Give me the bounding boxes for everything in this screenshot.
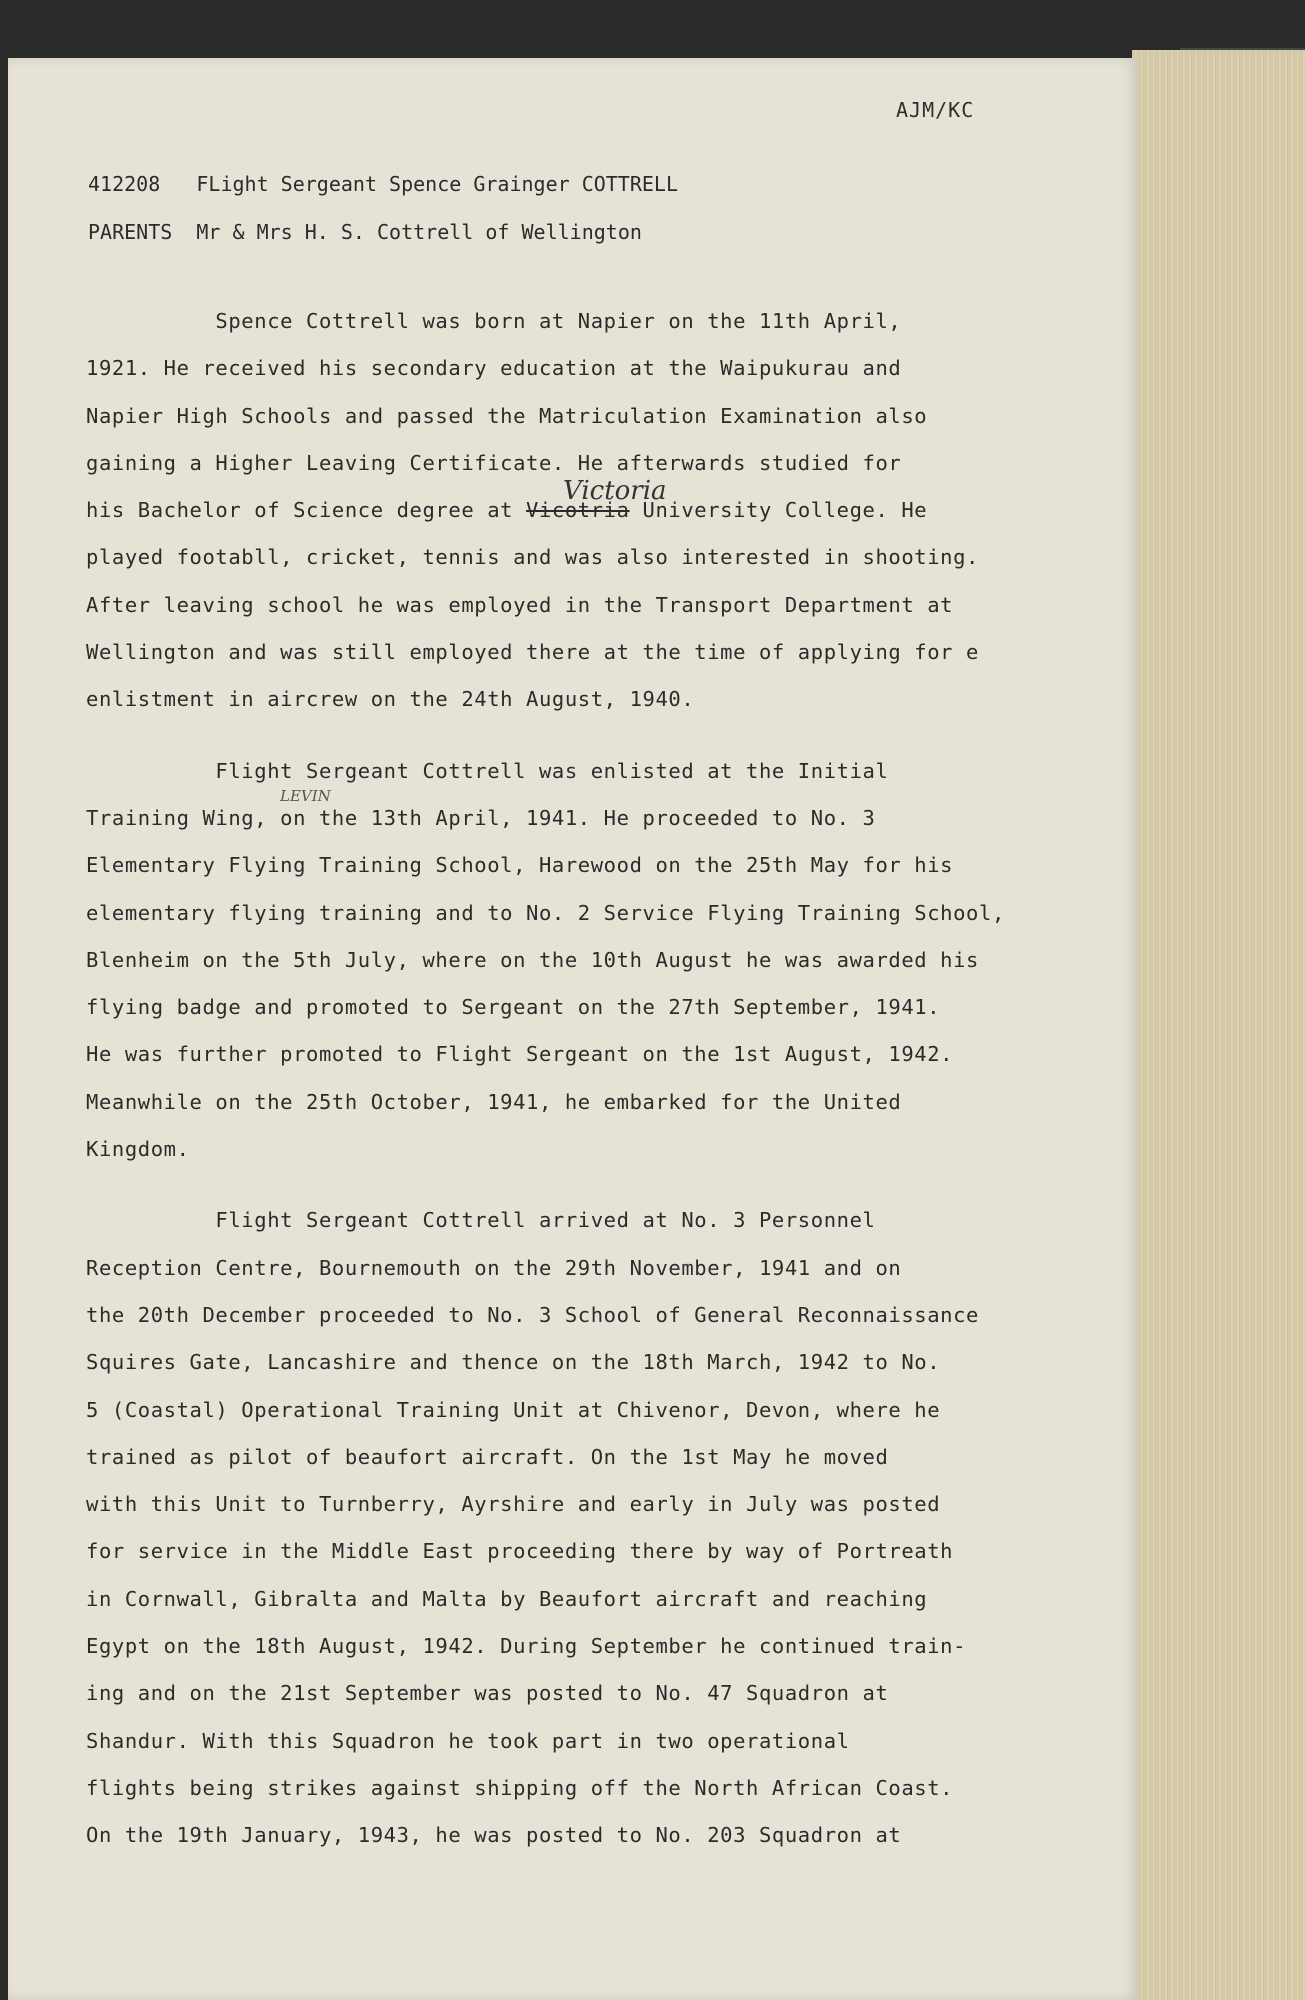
text-segment: University College. He: [629, 498, 928, 523]
text-line: played footabll, cricket, tennis and was also interested in shooting.: [86, 545, 980, 570]
text-line: Elementary Flying Training School, Harewood on the 25th May for his: [86, 853, 954, 878]
parents-label: PARENTS: [88, 220, 173, 244]
text-line: Training Wing, on the 13th April, 1941. He proceeded to No. 3: [86, 805, 876, 830]
text-line: ing and on the 21st September was posted to No. 47 Squadron at: [86, 1681, 889, 1706]
document-body: [86, 298, 1126, 1860]
text-line: Flight Sergeant Cottrell was enlisted at the Initial: [86, 758, 889, 783]
text-line: with this Unit to Turnberry, Ayrshire and early in July was posted: [86, 1492, 941, 1517]
struck-word: Vicotria: [526, 498, 630, 523]
text-line: the 20th December proceeded to No. 3 School of General Reconnaissance: [86, 1302, 980, 1327]
text-line: 1921. He received his secondary education at the Waipukurau and: [86, 356, 902, 381]
text-line: Kingdom.: [86, 1137, 190, 1162]
text-line: Meanwhile on the 25th October, 1941, he embarked for the United: [86, 1089, 902, 1114]
text-line: for service in the Middle East proceeding there by way of Portreath: [86, 1539, 954, 1564]
parents-value: Mr & Mrs H. S. Cottrell of Wellington: [196, 220, 642, 244]
text-line: On the 19th January, 1943, he was posted to No. 203 Squadron at: [86, 1823, 902, 1848]
text-line-with-correction: [86, 487, 1126, 534]
service-number: 412208: [88, 172, 161, 196]
text-line: enlistment in aircrew on the 24th August, 1940.: [86, 687, 695, 712]
paragraph-2: [86, 748, 1126, 1174]
paragraph-3: [86, 1197, 1126, 1859]
text-line: Egypt on the 18th August, 1942. During September he continued train-: [86, 1634, 967, 1659]
text-line: Wellington and was still employed there at the time of applying for e: [86, 640, 980, 665]
text-line: 5 (Coastal) Operational Training Unit at Chivenor, Devon, where he: [86, 1397, 941, 1422]
text-line: Spence Cottrell was born at Napier on the 11th April,: [86, 309, 902, 333]
text-line: Shandur. With this Squadron he took part in two operational: [86, 1728, 850, 1753]
handwritten-annotation-levin: LEVIN: [280, 787, 331, 805]
subject-name: FLight Sergeant Spence Grainger COTTRELL: [196, 172, 679, 196]
text-line: in Cornwall, Gibralta and Malta by Beaufort aircraft and reaching: [86, 1586, 928, 1611]
text-line: Napier High Schools and passed the Matriculation Examination also: [86, 403, 928, 428]
text-line: Flight Sergeant Cottrell arrived at No. 3 Personnel: [86, 1208, 876, 1233]
text-line: flying badge and promoted to Sergeant on the 27th September, 1941.: [86, 995, 941, 1020]
handwritten-correction-victoria: Victoria: [563, 476, 667, 506]
text-line: He was further promoted to Flight Sergeant on the 1st August, 1942.: [86, 1042, 954, 1067]
text-line: Reception Centre, Bournemouth on the 29th November, 1941 and on: [86, 1255, 902, 1280]
record-header: [88, 160, 678, 256]
text-line: gaining a Higher Leaving Certificate. He afterwards studied for: [86, 450, 902, 475]
page-stack-edge: [1132, 50, 1305, 2000]
text-line: elementary flying training and to No. 2 Service Flying Training School,: [86, 900, 1005, 925]
text-line: Blenheim on the 5th July, where on the 10th August he was awarded his: [86, 947, 980, 972]
paragraph-1: [86, 298, 1126, 724]
text-line: Squires Gate, Lancashire and thence on the 18th March, 1942 to No.: [86, 1350, 941, 1375]
text-segment: his Bachelor of Science degree at: [86, 498, 527, 523]
text-line: After leaving school he was employed in the Transport Department at: [86, 592, 954, 617]
text-line: trained as pilot of beaufort aircraft. On the 1st May he moved: [86, 1444, 889, 1469]
text-line: flights being strikes against shipping off the North African Coast.: [86, 1775, 954, 1800]
reference-code: AJM/KC: [896, 98, 975, 122]
